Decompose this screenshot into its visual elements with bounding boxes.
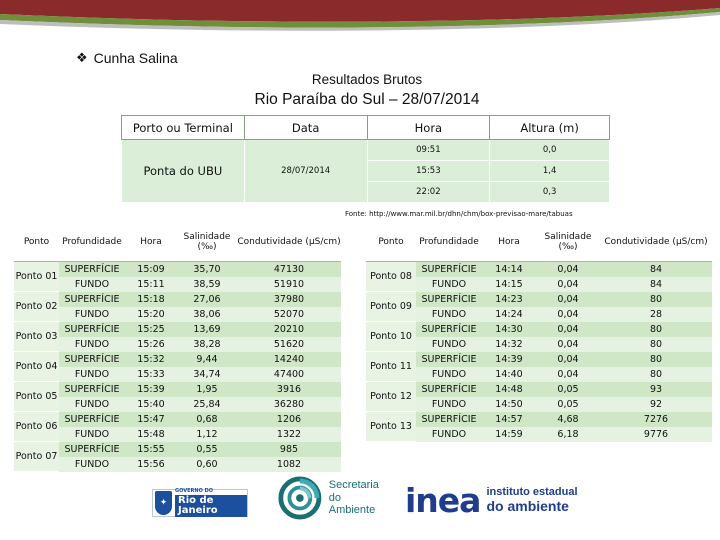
- cell-profundidade: FUNDO: [59, 397, 125, 412]
- cell-condutividade: 14240: [237, 352, 341, 367]
- header-profundidade: Profundidade: [59, 224, 125, 261]
- cell-salinidade: 35,70: [177, 261, 237, 277]
- table-row: [366, 322, 712, 337]
- cell-profundidade: FUNDO: [59, 367, 125, 382]
- cell-salinidade: 0,04: [536, 307, 600, 322]
- table-row: [366, 277, 712, 292]
- cell-ponto: Ponto 07: [14, 442, 59, 472]
- table-row: [14, 412, 341, 427]
- logo-inea-word: inea: [405, 481, 481, 520]
- cell-profundidade: SUPERFÍCIE: [59, 261, 125, 277]
- cell-hora: 14:32: [482, 337, 536, 352]
- logo-inea-line1: instituto estadual: [486, 486, 578, 499]
- table-row: [14, 367, 341, 382]
- table-row: [366, 382, 712, 397]
- table-row: [366, 397, 712, 412]
- cell-condutividade: 80: [600, 337, 712, 352]
- header-hora: Hora: [482, 224, 536, 261]
- cell-ponto: Ponto 13: [366, 412, 416, 442]
- cell-hora: 15:20: [125, 307, 177, 322]
- logo-sa-line2: do Ambiente: [328, 491, 376, 517]
- cell-condutividade: 1206: [237, 412, 341, 427]
- cell-hora: 15:40: [125, 397, 177, 412]
- header-condutividade: Condutividade (µS/cm): [600, 224, 712, 261]
- cell-hora: 14:48: [482, 382, 536, 397]
- logo-rj-small-text: GOVERNO DO: [175, 488, 213, 494]
- cell-salinidade: 0,04: [536, 277, 600, 292]
- salinity-table-body: [14, 261, 341, 472]
- cell-salinidade: 38,59: [177, 277, 237, 292]
- cell-condutividade: 3916: [237, 382, 341, 397]
- logo-rj-big-text: Rio de Janeiro: [175, 495, 247, 517]
- cell-profundidade: SUPERFÍCIE: [416, 382, 482, 397]
- cell-profundidade: FUNDO: [416, 367, 482, 382]
- cell-ponto: Ponto 02: [14, 292, 59, 322]
- table-row: [14, 352, 341, 367]
- logo-sa-line1: Secretaria: [328, 479, 379, 492]
- cell-ponto: Ponto 01: [14, 261, 59, 292]
- tide-height: 1,4: [490, 161, 610, 182]
- cell-salinidade: 0,60: [177, 457, 237, 472]
- logo-inea-line2: do ambiente: [486, 497, 569, 514]
- tide-height: 0,3: [490, 182, 610, 203]
- cell-hora: 14:30: [482, 322, 536, 337]
- cell-ponto: Ponto 11: [366, 352, 416, 382]
- table-row: [366, 337, 712, 352]
- shield-icon: ✦: [155, 491, 172, 515]
- cell-condutividade: 80: [600, 367, 712, 382]
- cell-ponto: Ponto 09: [366, 292, 416, 322]
- cell-condutividade: 47130: [237, 261, 341, 277]
- cell-ponto: Ponto 12: [366, 382, 416, 412]
- table-row: [14, 442, 341, 457]
- section-heading-text: Cunha Salina: [93, 50, 178, 66]
- cell-profundidade: FUNDO: [59, 307, 125, 322]
- cell-condutividade: 92: [600, 397, 712, 412]
- header-salinidade-label: Salinidade: [544, 232, 592, 243]
- header-salinidade: [536, 224, 600, 261]
- header-salinidade-label: Salinidade: [183, 232, 231, 243]
- cell-condutividade: 985: [237, 442, 341, 457]
- cell-hora: 15:09: [125, 261, 177, 277]
- cell-hora: 15:39: [125, 382, 177, 397]
- section-heading: [76, 50, 178, 66]
- cell-ponto: Ponto 05: [14, 382, 59, 412]
- cell-salinidade: 0,04: [536, 367, 600, 382]
- table-row: [14, 397, 341, 412]
- cell-profundidade: FUNDO: [59, 277, 125, 292]
- tide-terminal: Ponta do UBU: [122, 140, 245, 203]
- cell-condutividade: 37980: [237, 292, 341, 307]
- cell-hora: 15:47: [125, 412, 177, 427]
- cell-condutividade: 84: [600, 277, 712, 292]
- table-row: [366, 352, 712, 367]
- header-profundidade: Profundidade: [416, 224, 482, 261]
- page-subtitle: Resultados Brutos: [311, 72, 423, 87]
- tide-header-date: Data: [244, 116, 367, 140]
- cell-salinidade: 0,04: [536, 292, 600, 307]
- cell-condutividade: 84: [600, 261, 712, 277]
- cell-ponto: Ponto 06: [14, 412, 59, 442]
- cell-salinidade: 1,12: [177, 427, 237, 442]
- cell-hora: 14:59: [482, 427, 536, 442]
- top-decorative-band: [0, 0, 720, 40]
- cell-hora: 15:11: [125, 277, 177, 292]
- cell-salinidade: 6,18: [536, 427, 600, 442]
- tide-time: 15:53: [367, 161, 490, 182]
- cell-hora: 15:25: [125, 322, 177, 337]
- table-row: [366, 261, 712, 277]
- page-title: Rio Paraíba do Sul – 28/07/2014: [254, 91, 480, 108]
- table-row: [14, 292, 341, 307]
- cell-salinidade: 0,04: [536, 261, 600, 277]
- tide-header-time: Hora: [367, 116, 490, 140]
- table-row: [366, 307, 712, 322]
- tide-time: 09:51: [367, 140, 490, 161]
- header-ponto: Ponto: [14, 224, 59, 261]
- cell-profundidade: SUPERFÍCIE: [59, 382, 125, 397]
- cell-condutividade: 20210: [237, 322, 341, 337]
- tide-table-header: [122, 116, 610, 140]
- header-ponto: Ponto: [366, 224, 416, 261]
- salinity-table-right: [366, 224, 712, 442]
- cell-salinidade: 9,44: [177, 352, 237, 367]
- cell-ponto: Ponto 03: [14, 322, 59, 352]
- cell-hora: 15:32: [125, 352, 177, 367]
- cell-salinidade: 34,74: [177, 367, 237, 382]
- cell-hora: 15:48: [125, 427, 177, 442]
- table-row: [14, 277, 341, 292]
- cell-ponto: Ponto 08: [366, 261, 416, 292]
- cell-condutividade: 47400: [237, 367, 341, 382]
- cell-condutividade: 9776: [600, 427, 712, 442]
- table-row: [122, 140, 610, 161]
- table-row: [366, 427, 712, 442]
- cell-salinidade: 0,04: [536, 352, 600, 367]
- source-note: Fonte: http://www.mar.mil.br/dhn/chm/box-previsao-mare/tabuas: [345, 210, 573, 218]
- logo-governo-rj: [152, 489, 248, 517]
- salinity-table-header: [14, 224, 341, 261]
- cell-hora: 15:55: [125, 442, 177, 457]
- cell-profundidade: SUPERFÍCIE: [416, 352, 482, 367]
- table-row: [14, 337, 341, 352]
- cell-condutividade: 1082: [237, 457, 341, 472]
- cell-profundidade: FUNDO: [59, 427, 125, 442]
- cell-profundidade: FUNDO: [59, 457, 125, 472]
- cell-profundidade: SUPERFÍCIE: [416, 261, 482, 277]
- cell-hora: 14:39: [482, 352, 536, 367]
- cell-condutividade: 7276: [600, 412, 712, 427]
- cell-salinidade: 0,04: [536, 322, 600, 337]
- cell-hora: 15:18: [125, 292, 177, 307]
- tide-date: 28/07/2014: [244, 140, 367, 203]
- cell-salinidade: 1,95: [177, 382, 237, 397]
- tide-height: 0,0: [490, 140, 610, 161]
- cell-profundidade: FUNDO: [416, 337, 482, 352]
- cell-salinidade: 0,04: [536, 337, 600, 352]
- cell-condutividade: 80: [600, 352, 712, 367]
- cell-salinidade: 38,28: [177, 337, 237, 352]
- cell-ponto: Ponto 10: [366, 322, 416, 352]
- salinity-table-left: [14, 224, 341, 472]
- cell-hora: 14:50: [482, 397, 536, 412]
- salinity-table-body: [366, 261, 712, 442]
- cell-hora: 15:33: [125, 367, 177, 382]
- cell-salinidade: 0,68: [177, 412, 237, 427]
- cell-hora: 14:57: [482, 412, 536, 427]
- cell-ponto: Ponto 04: [14, 352, 59, 382]
- cell-profundidade: FUNDO: [416, 427, 482, 442]
- cell-profundidade: SUPERFÍCIE: [59, 352, 125, 367]
- cell-profundidade: SUPERFÍCIE: [59, 292, 125, 307]
- cell-salinidade: 25,84: [177, 397, 237, 412]
- cell-salinidade: 13,69: [177, 322, 237, 337]
- cell-salinidade: 0,05: [536, 382, 600, 397]
- table-row: [366, 412, 712, 427]
- cell-condutividade: 80: [600, 292, 712, 307]
- table-row: [14, 307, 341, 322]
- cell-hora: 14:15: [482, 277, 536, 292]
- tide-time: 22:02: [367, 182, 490, 203]
- cell-salinidade: 4,68: [536, 412, 600, 427]
- cell-profundidade: SUPERFÍCIE: [59, 322, 125, 337]
- cell-profundidade: FUNDO: [416, 277, 482, 292]
- cell-condutividade: 1322: [237, 427, 341, 442]
- table-row: [14, 322, 341, 337]
- logo-strip: [0, 474, 720, 534]
- diamond-bullet-icon: ❖: [76, 50, 88, 65]
- cell-salinidade: 38,06: [177, 307, 237, 322]
- cell-profundidade: SUPERFÍCIE: [59, 412, 125, 427]
- table-row: [14, 457, 341, 472]
- cell-condutividade: 93: [600, 382, 712, 397]
- cell-salinidade: 0,55: [177, 442, 237, 457]
- cell-profundidade: SUPERFÍCIE: [416, 322, 482, 337]
- table-row: [14, 427, 341, 442]
- cell-profundidade: FUNDO: [416, 307, 482, 322]
- header-salinidade: [177, 224, 237, 261]
- table-row: [366, 292, 712, 307]
- cell-hora: 14:40: [482, 367, 536, 382]
- cell-salinidade: 0,05: [536, 397, 600, 412]
- cell-condutividade: 51620: [237, 337, 341, 352]
- cell-condutividade: 51910: [237, 277, 341, 292]
- header-condutividade: Condutividade (µS/cm): [237, 224, 341, 261]
- header-hora: Hora: [125, 224, 177, 261]
- header-salinidade-unit: (‰): [197, 242, 217, 253]
- cell-profundidade: FUNDO: [416, 397, 482, 412]
- table-row: [366, 367, 712, 382]
- cell-profundidade: SUPERFÍCIE: [59, 442, 125, 457]
- salinity-table-header: [366, 224, 712, 261]
- cell-hora: 14:14: [482, 261, 536, 277]
- cell-profundidade: FUNDO: [59, 337, 125, 352]
- swirl-logo-icon: [277, 474, 323, 522]
- tide-header-height: Altura (m): [490, 116, 610, 140]
- cell-condutividade: 28: [600, 307, 712, 322]
- cell-hora: 15:26: [125, 337, 177, 352]
- logo-secretaria-ambiente: [277, 474, 387, 522]
- cell-hora: 14:24: [482, 307, 536, 322]
- cell-profundidade: SUPERFÍCIE: [416, 412, 482, 427]
- cell-hora: 14:23: [482, 292, 536, 307]
- cell-hora: 15:56: [125, 457, 177, 472]
- cell-condutividade: 80: [600, 322, 712, 337]
- table-row: [14, 261, 341, 277]
- cell-condutividade: 36280: [237, 397, 341, 412]
- table-row: [14, 382, 341, 397]
- cell-condutividade: 52070: [237, 307, 341, 322]
- cell-profundidade: SUPERFÍCIE: [416, 292, 482, 307]
- logo-inea: [405, 481, 578, 520]
- header-salinidade-unit: (‰): [558, 242, 578, 253]
- cell-salinidade: 27,06: [177, 292, 237, 307]
- tide-header-terminal: Porto ou Terminal: [122, 116, 245, 140]
- tide-table: [121, 115, 610, 203]
